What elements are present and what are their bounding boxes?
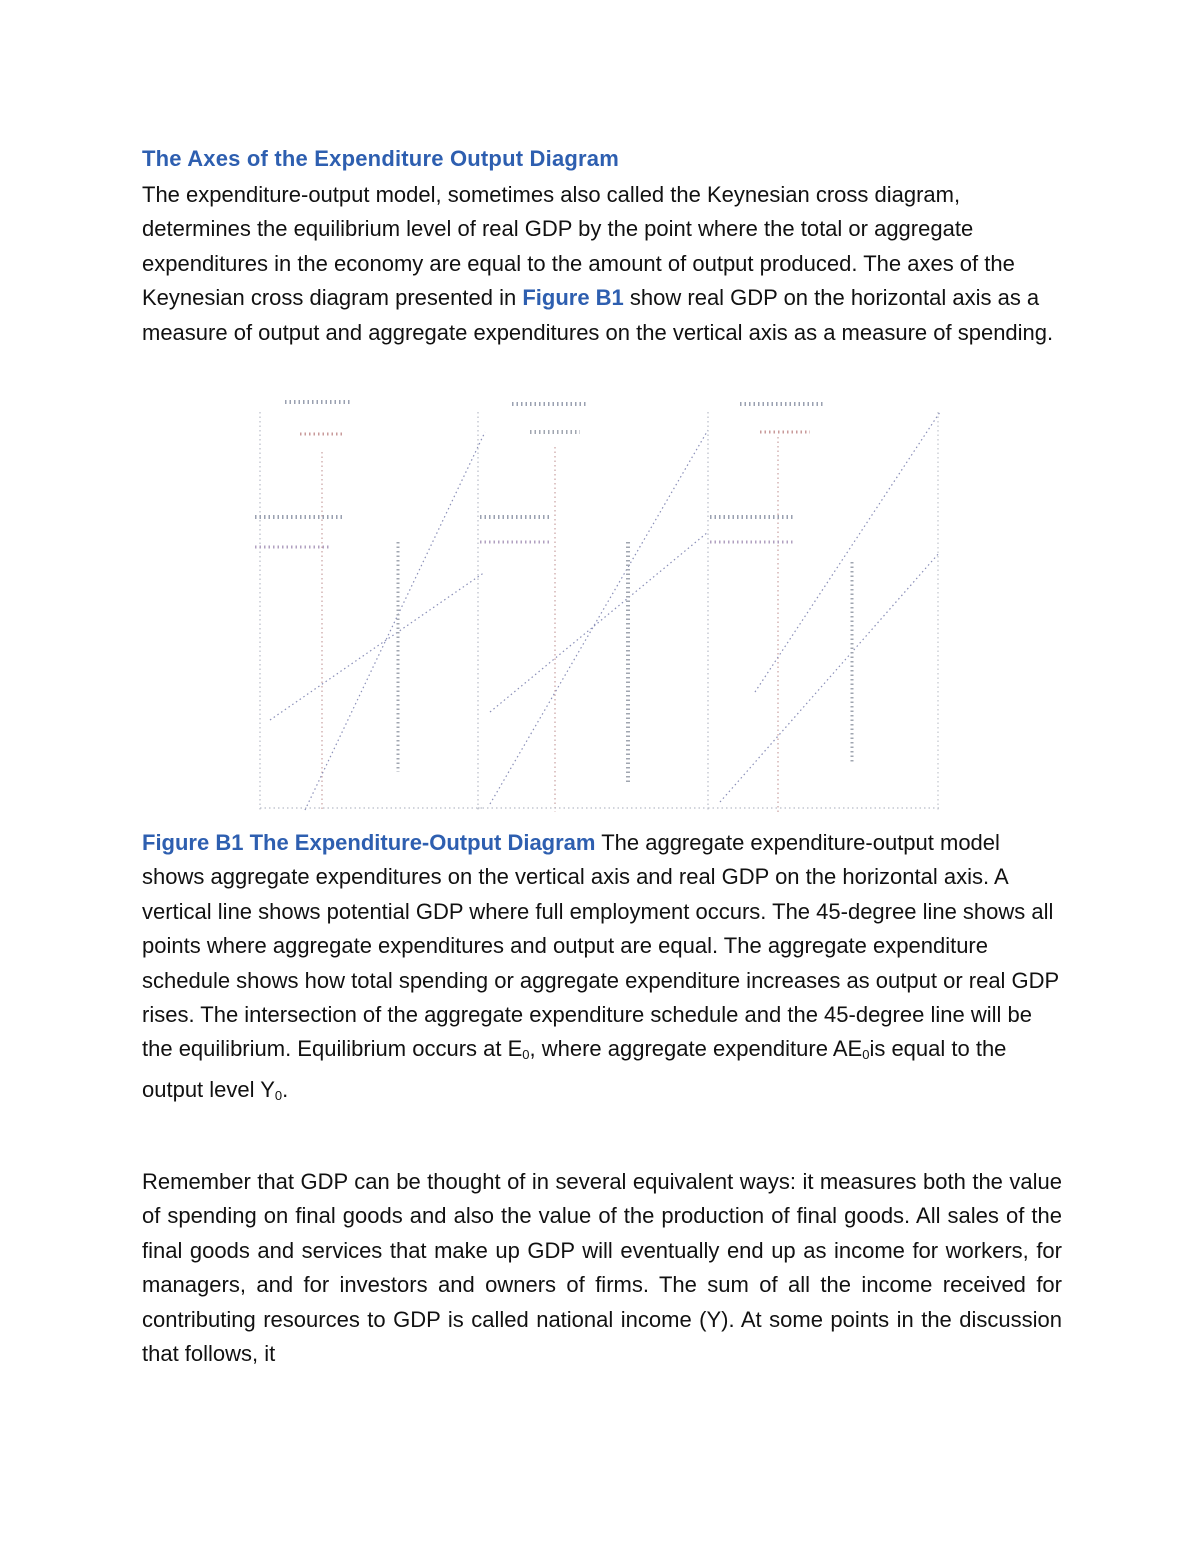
figure-b1-image [250,392,950,820]
figure-caption [142,826,1062,1113]
panel-1 [255,402,485,812]
intro-text-2: show real GDP on the horizontal axis as a measure of output and aggregate expenditures on the vertical axis as a measure of spending. [142,285,1054,345]
subscript-ae0: 0 [862,1047,870,1063]
caption-title: Figure B1 The Expenditure-Output Diagram [142,830,596,855]
remember-paragraph: Remember that GDP can be thought of in several equivalent ways: it measures both the value of spending on final goods and also the value of the production of final goods. All sales of the final goods and services that make up GDP will eventually end up as income for workers, for managers, and for investors and owners of firms. The sum of all the income received for contributing resources to GDP is called national income (Y). At some points in the discussion that follows, it [142,1169,1062,1367]
figure-reference-link[interactable]: Figure B1 [522,285,624,311]
subscript-e0: 0 [522,1047,530,1063]
caption-text-mid2: is equal to the output level Y [142,1036,1007,1102]
caption-text-end: . [282,1076,289,1102]
caption-text-mid: , where aggregate expenditure AE [529,1036,863,1062]
subscript-y0: 0 [274,1087,283,1103]
caption-text: The aggregate expenditure-output model shows aggregate expenditures on the vertical axis and real GDP on the horizontal axis. A vertical line shows potential GDP where full employment occurs. The 45-degree line shows all points where aggregate expenditures and output are equal. The aggregate expenditure schedule shows how total spending or aggregate expenditure increases as output or real GDP rises. The intersection of the aggregate expenditure schedule and the 45-degree line will be the equilibrium. Equilibrium occurs at E [142,830,1059,1062]
intro-text-1: The expenditure-output model, sometimes also called the Keynesian cross diagram, determines the equilibrium level of real GDP by the point where the total or aggregate expenditures in the economy are equal to the amount of output produced. The axes of the Keynesian cross diagram presented in [142,182,1015,311]
intro-paragraph [142,178,1062,350]
panel-3 [708,404,940,812]
section-heading: The Axes of the Expenditure Output Diagram [142,146,619,171]
panel-2 [478,404,708,812]
